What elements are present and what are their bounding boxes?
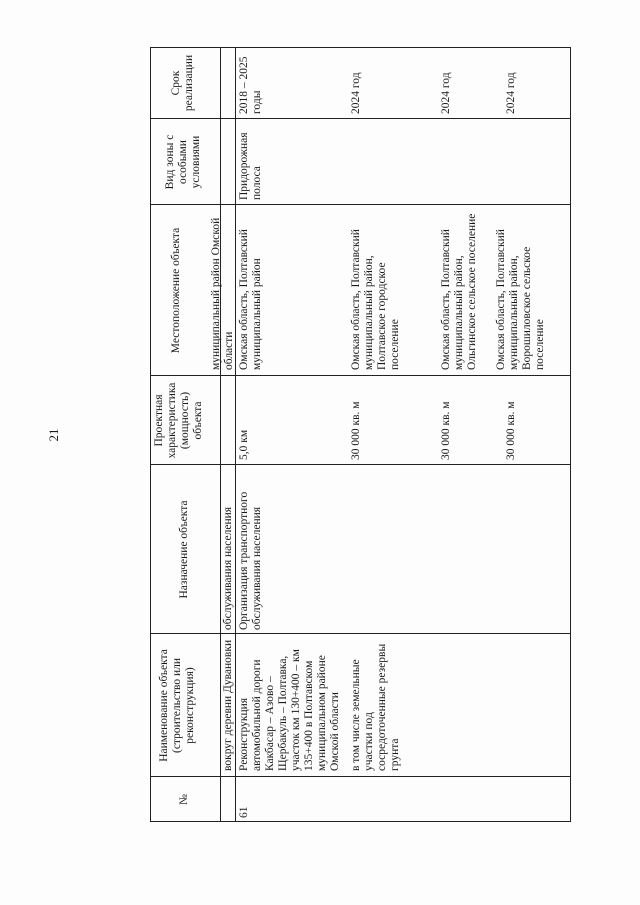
header-num: № <box>178 794 190 805</box>
row61-term: 2018 – 2025 годы <box>238 56 263 114</box>
subrow3-location: Омская область, Полтавский муниципальный район, Ворошиловское сельское поселение <box>495 229 546 370</box>
header-zone: Вид зоны с особыми условиями <box>164 134 202 190</box>
row61-purpose: Организация транспортного обслуживания населения <box>238 491 263 630</box>
continuation-bottom-line <box>235 47 236 822</box>
object-table <box>150 47 570 822</box>
subrow1-capacity: 30 000 кв. м <box>350 401 362 460</box>
col-line-6 <box>150 118 571 119</box>
subrow2-term: 2024 год <box>440 72 452 114</box>
header-location: Местоположение объекта <box>170 227 182 354</box>
table-border-top <box>150 47 151 822</box>
subrow3-term: 2024 год <box>505 72 517 114</box>
row61-name: Реконструкция автомобильной дороги Какбасар – Азово – Щербакуль – Полтавка, участок км 130+400 – км 135+400 в Полтавском муниципальном районе Омской области <box>238 649 341 771</box>
row61-capacity: 5,0 км <box>238 429 250 460</box>
col-line-2 <box>150 633 571 634</box>
header-purpose: Назначение объекта <box>178 500 190 599</box>
col-line-0 <box>150 821 571 822</box>
continuation-purpose: обслуживания населения <box>222 506 234 630</box>
subrow2-location: Омская область, Полтавский муниципальный район, Ольгинское сельское поселение <box>440 213 478 370</box>
subrow1-location: Омская область, Полтавский муниципальный район, Полтавское городское поселение <box>350 229 401 370</box>
page-number: 21 <box>46 428 61 442</box>
row61-location: Омская область, Полтавский муниципальный район <box>238 229 263 370</box>
header-term: Срок реализации <box>170 54 195 112</box>
continuation-name: вокруг деревни Дувановки <box>222 639 234 771</box>
subrow1-term: 2024 год <box>350 72 362 114</box>
row61-zone: Придорожная полоса <box>238 132 263 200</box>
table-wrapper <box>150 47 570 822</box>
col-line-5 <box>150 204 571 205</box>
row61-num: 61 <box>238 806 250 818</box>
col-line-1 <box>150 776 571 777</box>
subrow3-capacity: 30 000 кв. м <box>505 401 517 460</box>
col-line-3 <box>150 464 571 465</box>
header-bottom-line <box>220 47 221 822</box>
table-border-bottom <box>570 47 571 822</box>
header-name: Наименование объекта (строительство или реконструкция) <box>158 649 196 762</box>
subrow1-name: в том числе земельные участки под сосредоточенные резервы грунта <box>350 643 401 771</box>
continuation-location: муниципальный район Омской области <box>210 217 235 370</box>
col-line-4 <box>150 375 571 376</box>
subrow2-capacity: 30 000 кв. м <box>440 401 452 460</box>
header-capacity: Проектная характеристика (мощность) объекта <box>153 382 204 459</box>
